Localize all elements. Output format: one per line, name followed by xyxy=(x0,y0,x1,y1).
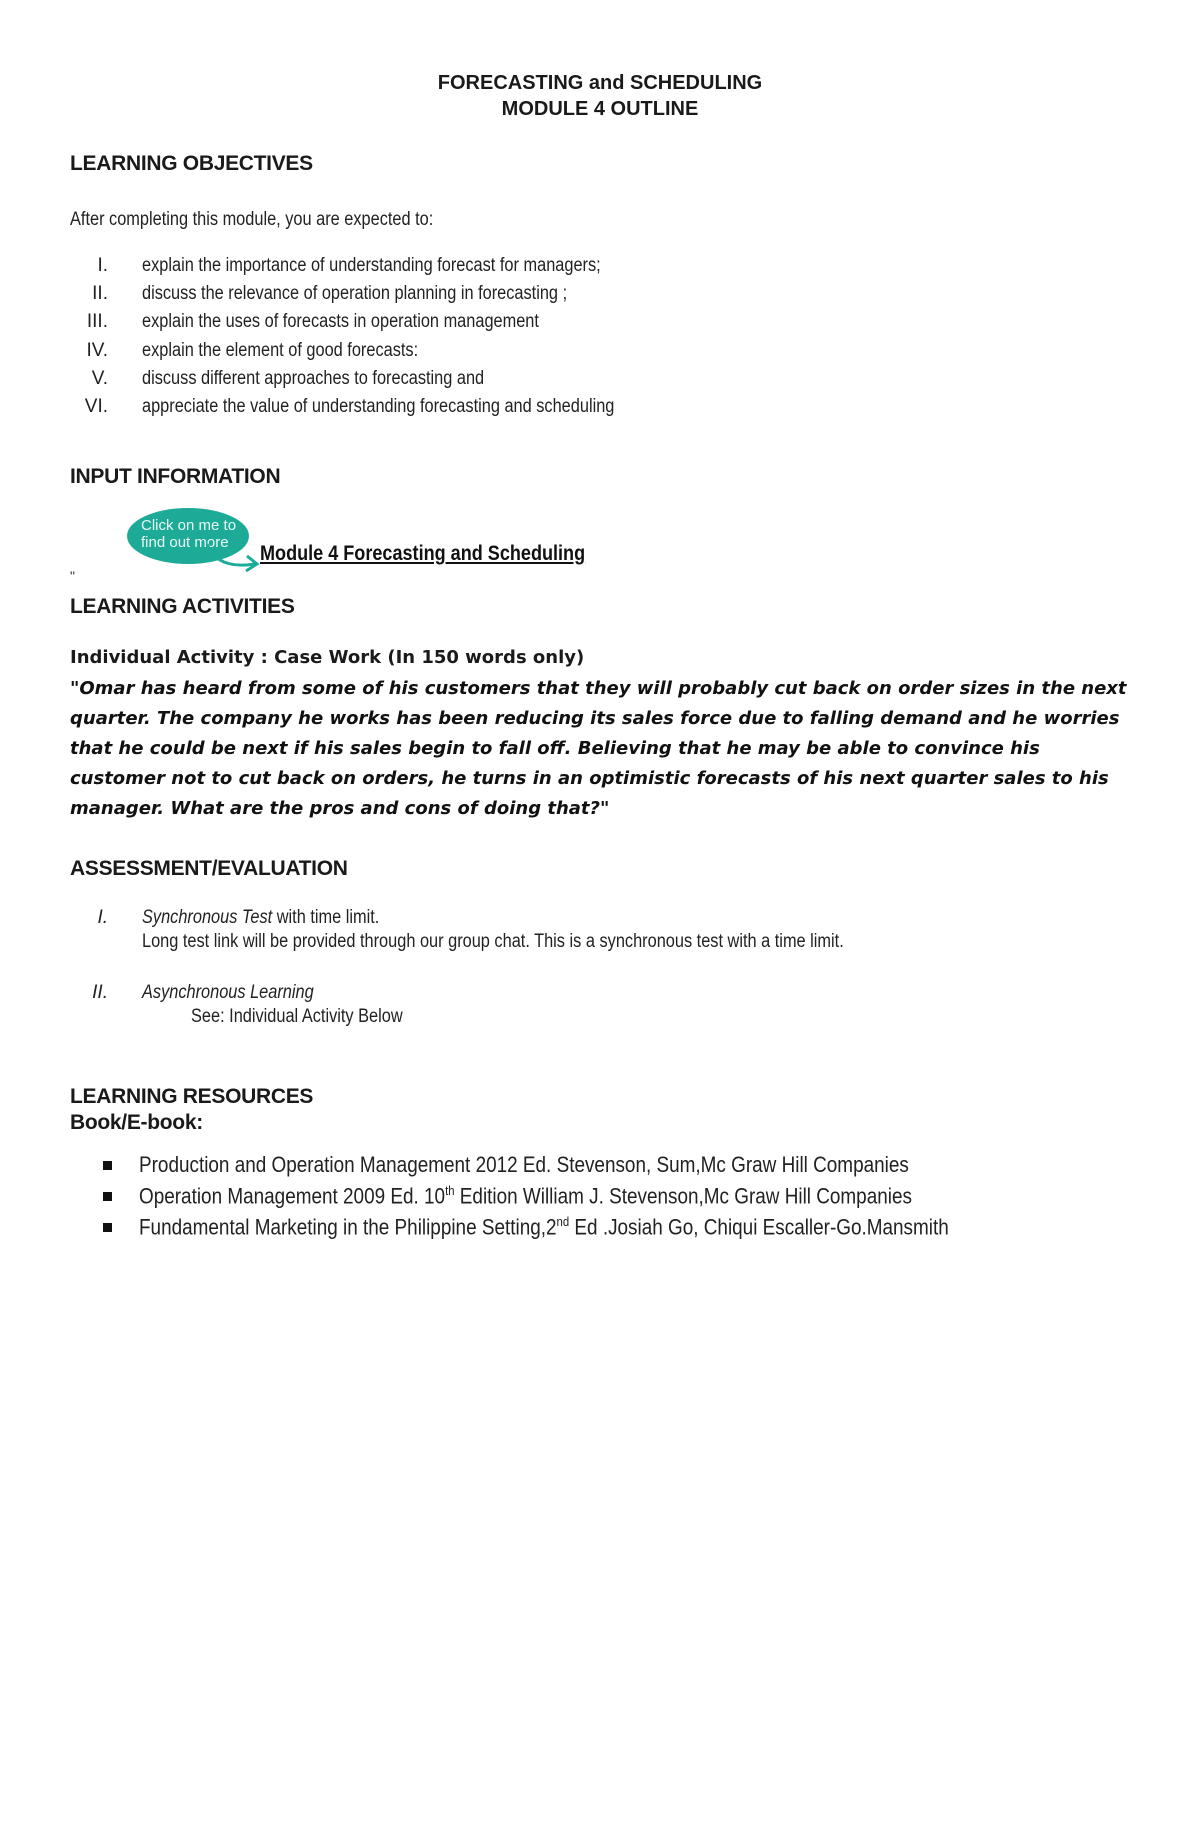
assessment-heading: ASSESSMENT/EVALUATION xyxy=(70,857,348,880)
objective-number: III. xyxy=(86,311,108,332)
resource-item xyxy=(139,1152,909,1178)
resource-superscript: th xyxy=(445,1183,455,1198)
bullet-icon xyxy=(103,1192,112,1201)
objective-text: appreciate the value of understanding forecasting and scheduling xyxy=(142,396,615,417)
objective-number: VI. xyxy=(84,396,108,417)
module-4-link[interactable]: Module 4 Forecasting and Scheduling xyxy=(260,542,586,565)
objective-text: discuss the relevance of operation planning in forecasting ; xyxy=(142,283,568,304)
assessment-detail: See: Individual Activity Below xyxy=(191,1006,403,1027)
objective-text: explain the element of good forecasts: xyxy=(142,340,419,361)
stray-quote-mark: " xyxy=(70,568,75,584)
resource-text: Production and Operation Management 2012 Ed. Stevenson, Sum,Mc Graw Hill Companies xyxy=(139,1152,909,1177)
document-subtitle: MODULE 4 OUTLINE xyxy=(501,98,699,120)
objective-number: II. xyxy=(92,283,108,304)
learning-activities-heading: LEARNING ACTIVITIES xyxy=(70,595,295,618)
resource-text: Fundamental Marketing in the Philippine Setting,2 xyxy=(139,1214,557,1240)
objectives-heading: LEARNING OBJECTIVES xyxy=(70,152,313,175)
assessment-number: I. xyxy=(97,907,108,928)
bullet-icon xyxy=(103,1223,112,1232)
objective-number: I. xyxy=(97,255,108,276)
callout-line: find out more xyxy=(141,534,229,551)
assessment-detail: Long test link will be provided through our group chat. This is a synchronous test with a time limit. xyxy=(142,931,844,952)
assessment-item xyxy=(142,907,379,929)
curved-arrow-icon xyxy=(205,540,265,576)
case-study-text: "Omar has heard from some of his customers that they will probably cut back on order sizes in the next quarter. The company he works has been reducing its sales force due to falling demand and he worries that he could be next if his sales begin to fall off. Believing that he may be able to convince his customer not to cut back on orders, he turns in an optimistic forecasts of his next quarter sales to his manager. What are the pros and cons of doing that?" xyxy=(70,678,1127,819)
resource-item xyxy=(139,1183,912,1209)
activity-title: Individual Activity : Case Work (In 150 words only) xyxy=(70,647,585,668)
input-information-heading: INPUT INFORMATION xyxy=(70,465,281,488)
document-title: FORECASTING and SCHEDULING xyxy=(437,72,763,94)
resource-text: Operation Management 2009 Ed. 10 xyxy=(139,1183,446,1209)
callout-line: Click on me to xyxy=(141,517,237,534)
objective-text: explain the uses of forecasts in operation management xyxy=(142,311,539,332)
resource-superscript: nd xyxy=(556,1214,570,1229)
resources-subheading: Book/E-book: xyxy=(70,1111,203,1134)
objective-number: IV. xyxy=(86,340,108,361)
resources-heading: LEARNING RESOURCES xyxy=(70,1085,314,1108)
objective-number: V. xyxy=(91,368,108,389)
assessment-title-suffix: with time limit. xyxy=(272,907,380,928)
objective-text: explain the importance of understanding forecast for managers; xyxy=(142,255,601,276)
assessment-title: Synchronous Test xyxy=(142,907,273,928)
resource-text: Ed .Josiah Go, Chiqui Escaller-Go.Mansmith xyxy=(569,1214,949,1240)
bullet-icon xyxy=(103,1161,112,1170)
resource-item xyxy=(139,1214,949,1240)
objectives-intro: After completing this module, you are expected to: xyxy=(70,209,434,230)
objective-text: discuss different approaches to forecasting and xyxy=(142,368,485,389)
assessment-number: II. xyxy=(92,982,108,1003)
resource-text: Edition William J. Stevenson,Mc Graw Hill Companies xyxy=(454,1183,912,1209)
assessment-title: Asynchronous Learning xyxy=(142,982,314,1003)
